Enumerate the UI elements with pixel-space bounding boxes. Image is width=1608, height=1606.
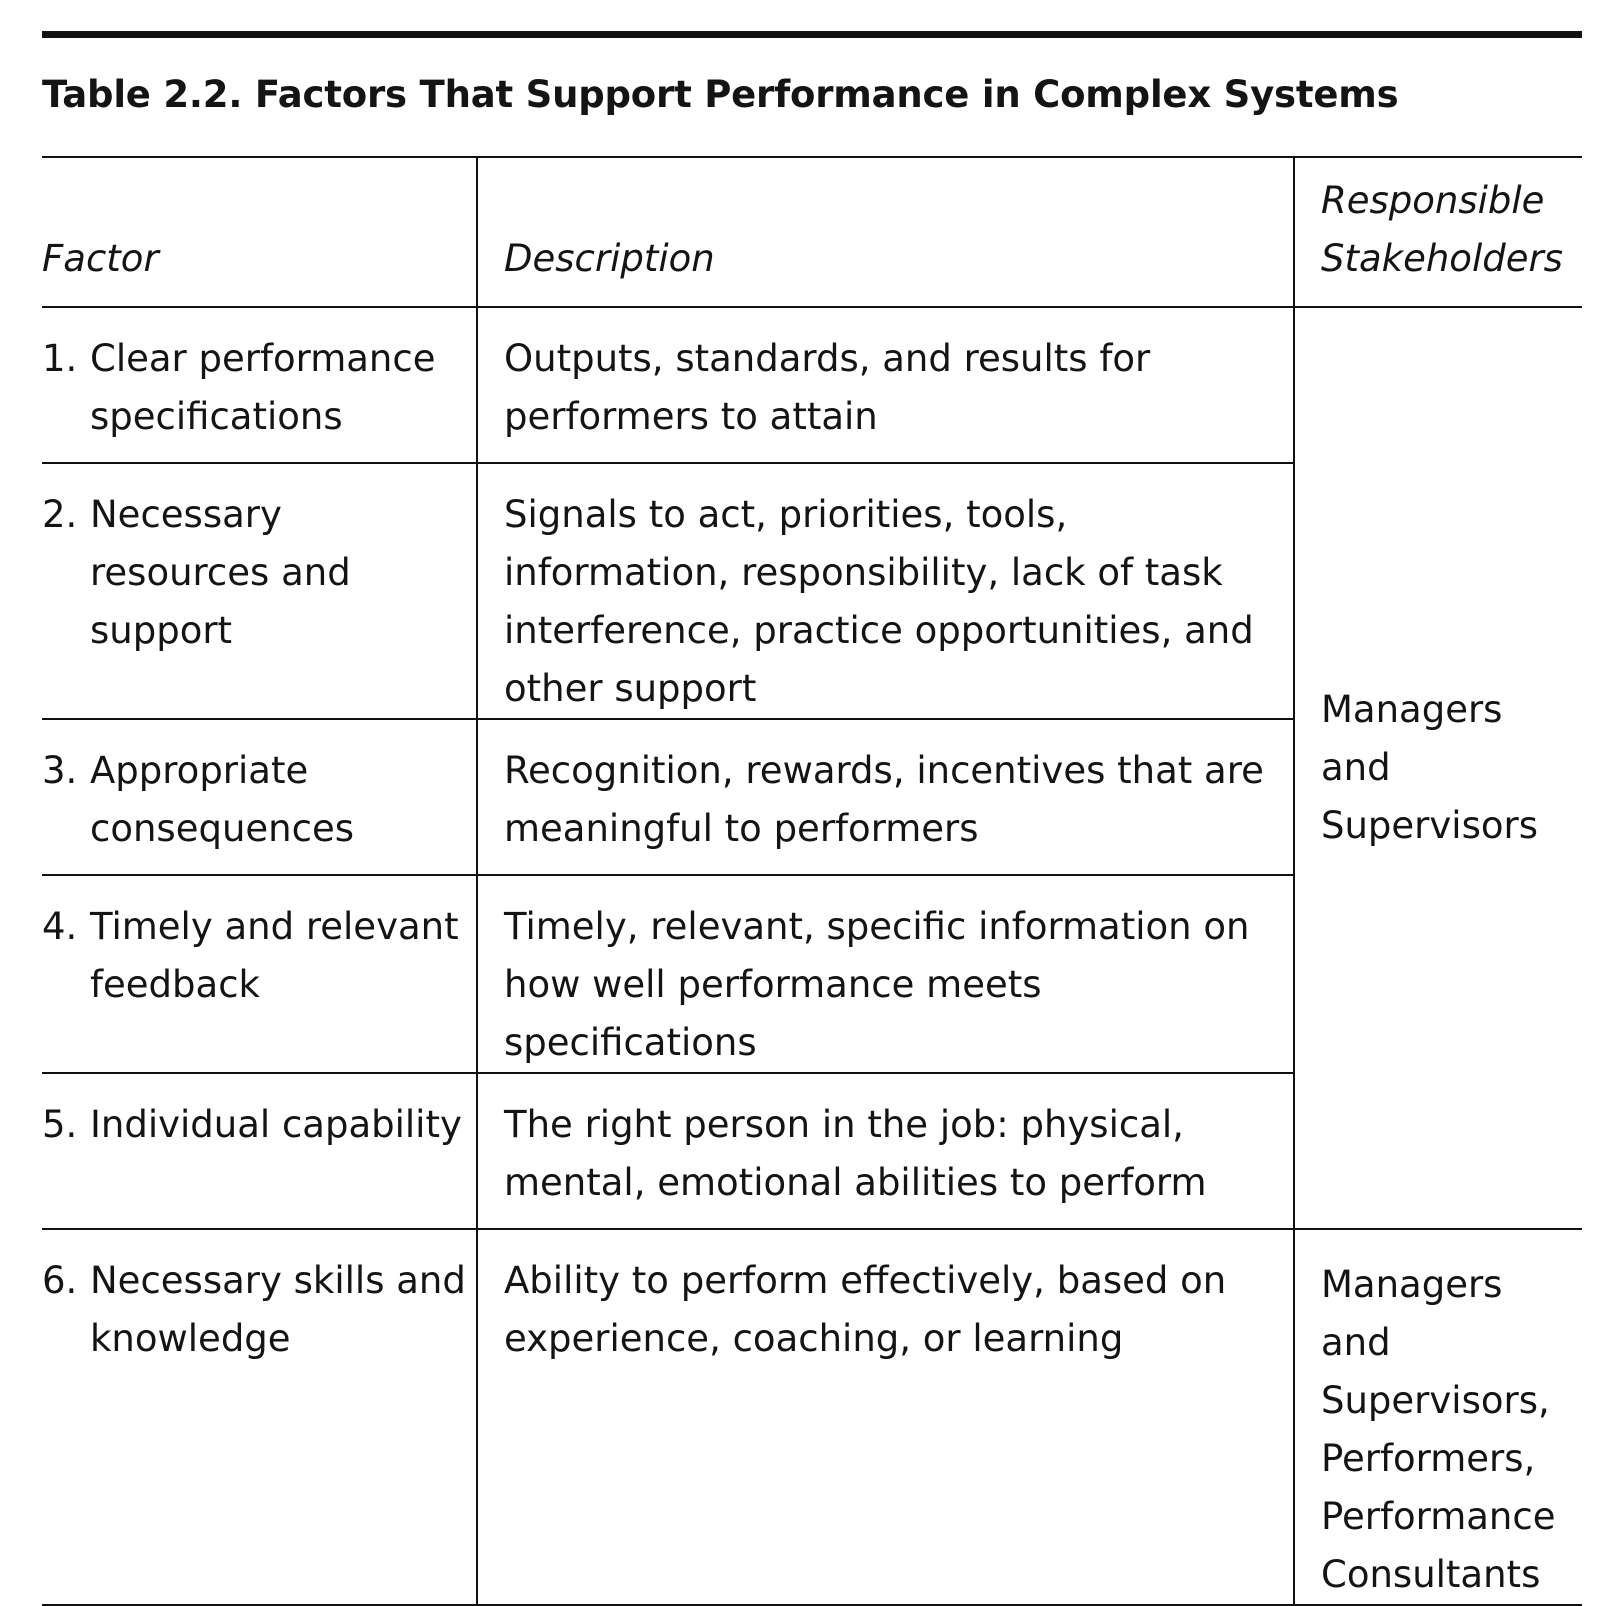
stakeholders-cell-all: Managers and Supervisors, Performers, Performance Consultants bbox=[1294, 1229, 1582, 1605]
factor-cell bbox=[42, 463, 477, 719]
header-row bbox=[42, 157, 1582, 307]
factor-name: Timely and relevant feedback bbox=[90, 905, 459, 1006]
table-row bbox=[42, 307, 1582, 463]
header-description: Description bbox=[477, 157, 1294, 307]
description-cell: Ability to perform effectively, based on experience, coaching, or learning bbox=[477, 1229, 1294, 1605]
factor-name: Necessary resources and support bbox=[90, 493, 351, 652]
factor-name: Necessary skills and knowledge bbox=[90, 1259, 466, 1360]
factor-cell bbox=[42, 307, 477, 463]
description-cell: Outputs, standards, and results for performers to attain bbox=[477, 307, 1294, 463]
description-cell: Timely, relevant, specific information on how well performance meets specifications bbox=[477, 875, 1294, 1073]
factor-name: Clear performance specifications bbox=[90, 337, 436, 438]
factor-number: 1. bbox=[42, 337, 78, 380]
factor-cell bbox=[42, 719, 477, 875]
top-rule bbox=[42, 31, 1582, 38]
factor-cell bbox=[42, 1229, 477, 1605]
description-cell: Signals to act, priorities, tools, information, responsibility, lack of task interference, practice opportunities, and other support bbox=[477, 463, 1294, 719]
factor-number: 6. bbox=[42, 1259, 78, 1302]
factor-cell bbox=[42, 1073, 477, 1229]
header-factor: Factor bbox=[42, 157, 477, 307]
factor-name: Individual capability bbox=[90, 1103, 462, 1146]
factors-table bbox=[42, 156, 1582, 1606]
header-responsible-stakeholders: Responsible Stakeholders bbox=[1294, 157, 1582, 307]
description-cell: The right person in the job: physical, mental, emotional abilities to perform bbox=[477, 1073, 1294, 1229]
table-title: Table 2.2. Factors That Support Performance in Complex Systems bbox=[42, 73, 1399, 116]
factor-name: Appropriate consequences bbox=[90, 749, 355, 850]
factor-cell bbox=[42, 875, 477, 1073]
factor-number: 2. bbox=[42, 493, 78, 536]
stakeholders-cell-managers: Managers and Supervisors bbox=[1294, 307, 1582, 1229]
factor-number: 4. bbox=[42, 905, 78, 948]
description-cell: Recognition, rewards, incentives that are meaningful to performers bbox=[477, 719, 1294, 875]
table-row bbox=[42, 1229, 1582, 1605]
factor-number: 5. bbox=[42, 1103, 78, 1146]
factor-number: 3. bbox=[42, 749, 78, 792]
